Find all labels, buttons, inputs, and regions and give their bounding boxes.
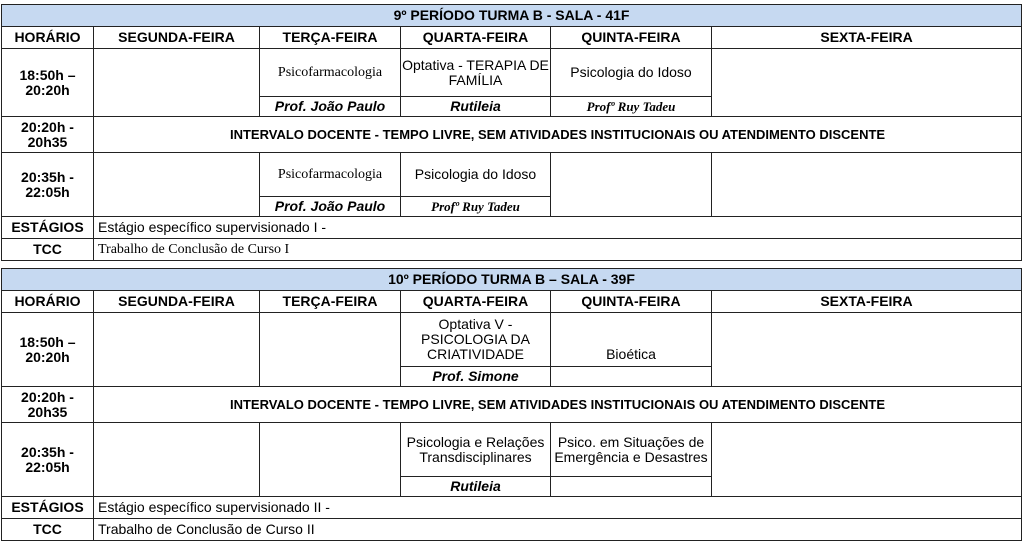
interval-notice: INTERVALO DOCENTE - TEMPO LIVRE, SEM ATIVIDADES INSTITUCIONAIS OU ATENDIMENTO DISCENTE <box>94 387 1022 423</box>
estagios-label: ESTÁGIOS <box>2 497 94 519</box>
header-horario: HORÁRIO <box>2 27 94 49</box>
header-quinta: QUINTA-FEIRA <box>551 291 712 313</box>
course-cell: Psicologia e Relações Transdisciplinares <box>401 423 551 477</box>
professor-cell: Prof. Simone <box>401 367 551 387</box>
professor-cell: Rutileia <box>401 477 551 497</box>
cell-sexta <box>712 49 1022 117</box>
period-title: 9º PERÍODO TURMA B - SALA - 41F <box>2 5 1022 27</box>
course-cell: Optativa V - PSICOLOGIA DA CRIATIVIDADE <box>401 313 551 367</box>
cell-quinta-empty <box>551 477 712 497</box>
cell-segunda <box>94 313 260 387</box>
header-segunda: SEGUNDA-FEIRA <box>94 291 260 313</box>
course-cell: Optativa - TERAPIA DE FAMÍLIA <box>401 49 551 97</box>
time-slot: 20:35h - 22:05h <box>2 423 94 497</box>
estagios-label: ESTÁGIOS <box>2 217 94 239</box>
time-slot: 18:50h – 20:20h <box>2 313 94 387</box>
course-cell: Psicofarmacologia <box>260 153 401 197</box>
course-cell: Psicologia do Idoso <box>551 49 712 97</box>
cell-sexta <box>712 313 1022 387</box>
schedule-table-10 <box>1 268 1022 541</box>
header-horario: HORÁRIO <box>2 291 94 313</box>
header-quinta: QUINTA-FEIRA <box>551 27 712 49</box>
professor-cell: Profº Ruy Tadeu <box>401 197 551 217</box>
tcc-text: Trabalho de Conclusão de Curso II <box>94 519 1022 541</box>
cell-sexta <box>712 423 1022 497</box>
course-cell: Psico. em Situações de Emergência e Desastres <box>551 423 712 477</box>
header-terca: TERÇA-FEIRA <box>260 291 401 313</box>
cell-segunda <box>94 423 260 497</box>
cell-sexta <box>712 153 1022 217</box>
tcc-label: TCC <box>2 519 94 541</box>
professor-cell: Profº Ruy Tadeu <box>551 97 712 117</box>
tcc-label: TCC <box>2 239 94 261</box>
header-quarta: QUARTA-FEIRA <box>401 27 551 49</box>
header-segunda: SEGUNDA-FEIRA <box>94 27 260 49</box>
cell-terca <box>260 423 401 497</box>
period-title: 10º PERÍODO TURMA B – SALA - 39F <box>2 269 1022 291</box>
estagios-text: Estágio específico supervisionado II - <box>94 497 1022 519</box>
interval-notice: INTERVALO DOCENTE - TEMPO LIVRE, SEM ATIVIDADES INSTITUCIONAIS OU ATENDIMENTO DISCENTE <box>94 117 1022 153</box>
time-slot: 20:20h - 20h35 <box>2 387 94 423</box>
tcc-text: Trabalho de Conclusão de Curso I <box>94 239 1022 261</box>
course-cell: Bioética <box>551 313 712 367</box>
cell-quinta-empty <box>551 367 712 387</box>
time-slot: 20:20h - 20h35 <box>2 117 94 153</box>
professor-cell: Rutileia <box>401 97 551 117</box>
cell-terca <box>260 313 401 387</box>
course-cell: Psicologia do Idoso <box>401 153 551 197</box>
cell-quinta <box>551 153 712 217</box>
header-sexta: SEXTA-FEIRA <box>712 291 1022 313</box>
time-slot: 20:35h - 22:05h <box>2 153 94 217</box>
professor-cell: Prof. João Paulo <box>260 197 401 217</box>
header-sexta: SEXTA-FEIRA <box>712 27 1022 49</box>
time-slot: 18:50h – 20:20h <box>2 49 94 117</box>
header-quarta: QUARTA-FEIRA <box>401 291 551 313</box>
cell-segunda <box>94 49 260 117</box>
estagios-text: Estágio específico supervisionado I - <box>94 217 1022 239</box>
header-terca: TERÇA-FEIRA <box>260 27 401 49</box>
cell-segunda <box>94 153 260 217</box>
schedule-table-9 <box>1 4 1022 261</box>
professor-cell: Prof. João Paulo <box>260 97 401 117</box>
course-cell: Psicofarmacologia <box>260 49 401 97</box>
